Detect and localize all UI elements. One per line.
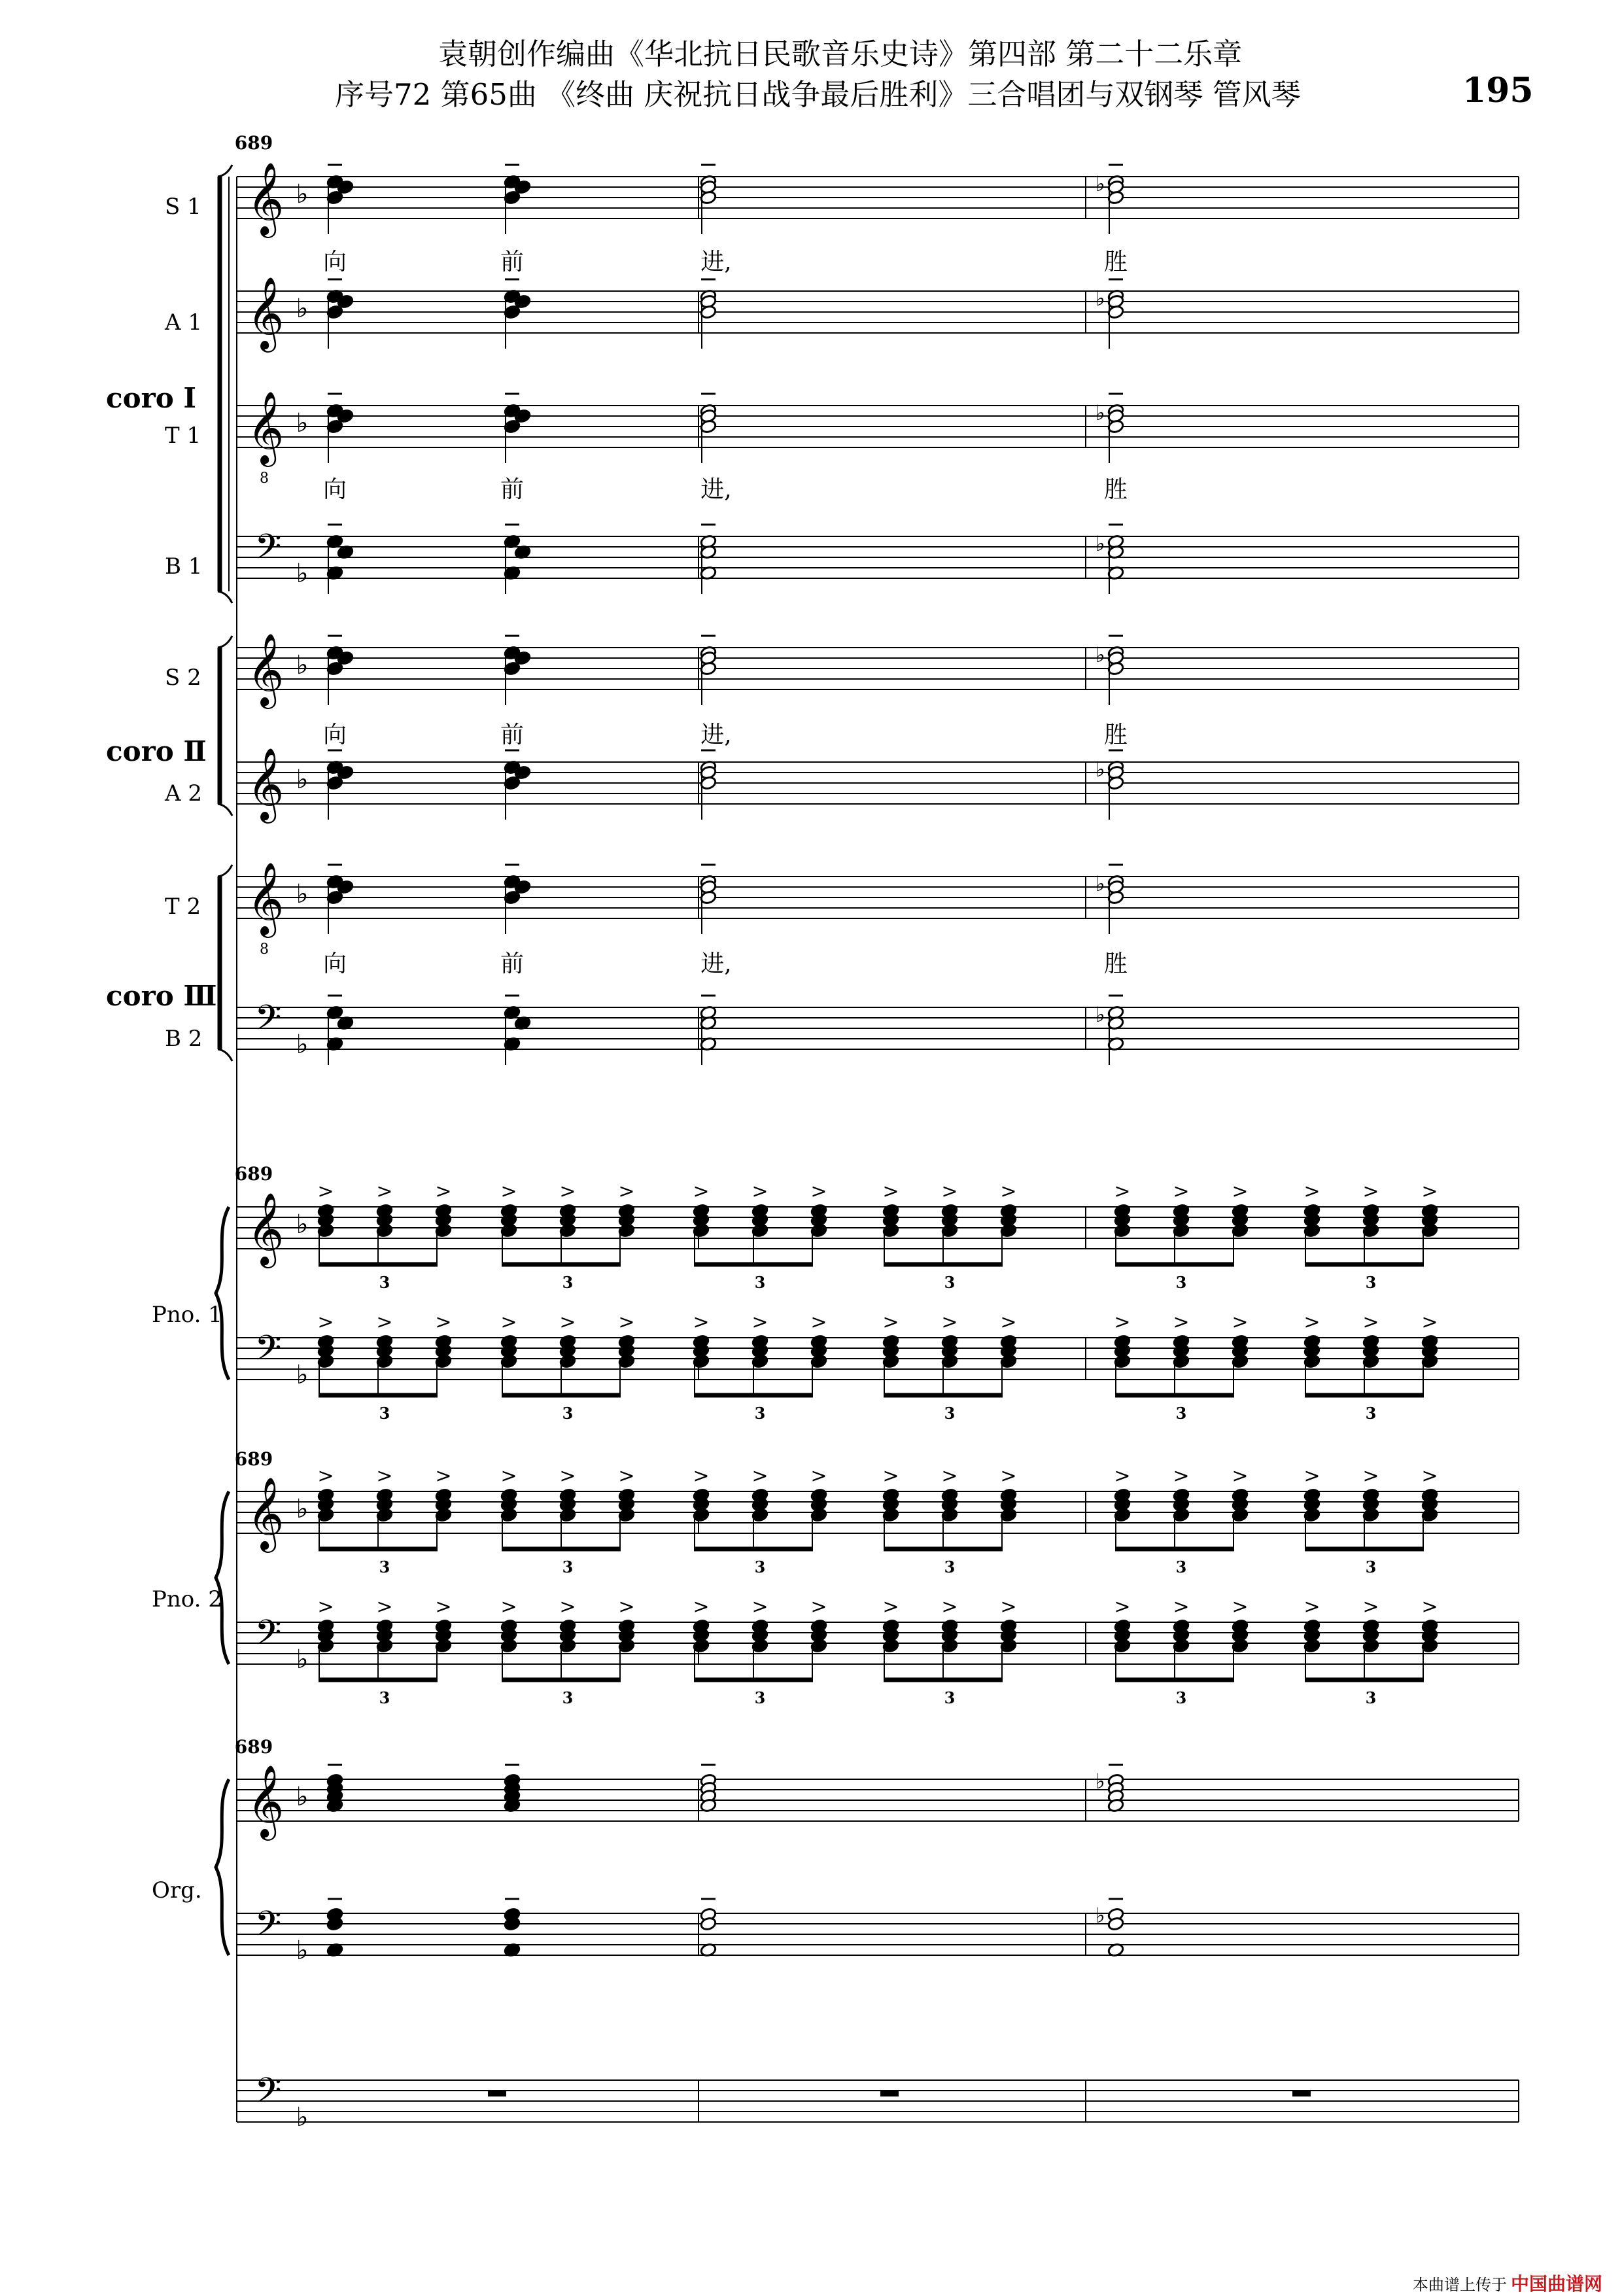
- accent-mark: >: [435, 1465, 452, 1487]
- flat-key-signature-icon: ♭: [296, 1782, 309, 1812]
- bracket-hook: [218, 804, 232, 816]
- accent-mark: >: [376, 1180, 393, 1203]
- accent-mark: >: [435, 1311, 452, 1334]
- lyric-syllable: 向: [322, 476, 347, 503]
- accent-mark: >: [1421, 1465, 1438, 1487]
- flat-key-signature-icon: ♭: [296, 1936, 309, 1966]
- flat-key-signature-icon: ♭: [296, 879, 309, 909]
- accent-mark: >: [1421, 1180, 1438, 1203]
- measure-number: 689: [234, 1736, 273, 1758]
- accent-mark: >: [810, 1311, 827, 1334]
- grand-staff-brace: [216, 1207, 229, 1380]
- accent-mark: >: [618, 1311, 635, 1334]
- accent-mark: >: [1173, 1465, 1190, 1487]
- lyric-syllable: 进,: [700, 249, 732, 275]
- lyric-syllable: 胜: [1103, 950, 1128, 977]
- treble-clef-icon: 𝄞: [247, 391, 285, 464]
- accent-mark: >: [1232, 1180, 1249, 1203]
- bass-clef-icon: 𝄢: [254, 998, 282, 1047]
- triplet-number: 3: [944, 1557, 956, 1576]
- flat-accidental-icon: ♭: [1095, 171, 1105, 196]
- accent-mark: >: [751, 1311, 768, 1334]
- triplet-number: 3: [379, 1688, 390, 1707]
- instrument-label-pno2: Pno. 2: [152, 1586, 222, 1612]
- triplet-number: 3: [944, 1273, 956, 1292]
- accent-mark: >: [693, 1311, 710, 1334]
- accent-mark: >: [1362, 1465, 1379, 1487]
- accent-mark: >: [693, 1465, 710, 1487]
- accent-mark: >: [559, 1311, 576, 1334]
- site-logo: 中国曲谱网: [1511, 2273, 1603, 2295]
- footer-credit: [1413, 2270, 1602, 2296]
- accent-mark: >: [1000, 1595, 1017, 1618]
- triplet-number: 3: [1365, 1557, 1377, 1576]
- accent-mark: >: [435, 1180, 452, 1203]
- flat-key-signature-icon: ♭: [296, 1030, 309, 1060]
- lyric-syllable: 胜: [1103, 722, 1128, 748]
- instrument-label-t2: T 2: [165, 894, 201, 920]
- instrument-label-b1: B 1: [165, 553, 203, 580]
- choir-group-2: coro Ⅱ: [106, 735, 207, 767]
- flat-key-signature-icon: ♭: [296, 294, 309, 324]
- footer-text: 本曲谱上传于: [1413, 2276, 1507, 2294]
- whole-rest: [488, 2091, 506, 2096]
- triplet-number: 3: [754, 1404, 766, 1423]
- accent-mark: >: [1000, 1465, 1017, 1487]
- lyric-syllable: 进,: [700, 476, 732, 503]
- lyric-syllable: 前: [500, 722, 525, 748]
- flat-accidental-icon: ♭: [1095, 1769, 1105, 1794]
- accent-mark: >: [1421, 1311, 1438, 1334]
- flat-key-signature-icon: ♭: [296, 1360, 309, 1390]
- accent-mark: >: [376, 1311, 393, 1334]
- accent-mark: >: [1362, 1595, 1379, 1618]
- instrument-label-b2: B 2: [165, 1026, 203, 1052]
- instrument-label-a2: A 2: [165, 780, 202, 807]
- flat-accidental-icon: ♭: [1095, 871, 1105, 896]
- accent-mark: >: [317, 1595, 334, 1618]
- measure-number: 689: [234, 132, 273, 154]
- accent-mark: >: [1232, 1595, 1249, 1618]
- triplet-number: 3: [562, 1273, 574, 1292]
- triplet-number: 3: [944, 1688, 956, 1707]
- flat-accidental-icon: ♭: [1095, 642, 1105, 667]
- accent-mark: >: [1303, 1180, 1320, 1203]
- accent-mark: >: [810, 1465, 827, 1487]
- bass-clef-icon: 𝄢: [254, 1613, 282, 1661]
- accent-mark: >: [882, 1311, 899, 1334]
- triplet-number: 3: [1175, 1688, 1187, 1707]
- whole-rest: [1292, 2091, 1311, 2096]
- triplet-number: 3: [562, 1688, 574, 1707]
- accent-mark: >: [618, 1180, 635, 1203]
- treble-clef-icon: 𝄞: [247, 747, 285, 820]
- triplet-number: 3: [754, 1557, 766, 1576]
- triplet-number: 3: [754, 1688, 766, 1707]
- lyric-syllable: 向: [322, 950, 347, 977]
- accent-mark: >: [500, 1180, 517, 1203]
- triplet-number: 3: [1365, 1688, 1377, 1707]
- accent-mark: >: [317, 1180, 334, 1203]
- accent-mark: >: [376, 1465, 393, 1487]
- accent-mark: >: [618, 1465, 635, 1487]
- measure-number: 689: [234, 1448, 273, 1470]
- accent-mark: >: [1173, 1311, 1190, 1334]
- lyric-syllable: 前: [500, 476, 525, 503]
- bracket-hook: [218, 636, 232, 648]
- flat-accidental-icon: ♭: [1095, 531, 1105, 556]
- accent-mark: >: [693, 1180, 710, 1203]
- accent-mark: >: [1362, 1180, 1379, 1203]
- accent-mark: >: [1114, 1180, 1131, 1203]
- treble-clef-icon: 𝄞: [247, 1192, 285, 1265]
- treble-clef-icon: 𝄞: [247, 1476, 285, 1550]
- triplet-number: 3: [754, 1273, 766, 1292]
- instrument-label-s2: S 2: [165, 665, 201, 691]
- choir-group-3: coro Ⅲ: [106, 980, 217, 1012]
- flat-key-signature-icon: ♭: [296, 179, 309, 209]
- accent-mark: >: [559, 1595, 576, 1618]
- lyric-syllable: 向: [322, 249, 347, 275]
- accent-mark: >: [751, 1595, 768, 1618]
- instrument-label-s1: S 1: [165, 194, 201, 220]
- flat-accidental-icon: ♭: [1095, 400, 1105, 425]
- lyric-syllable: 胜: [1103, 249, 1128, 275]
- accent-mark: >: [1114, 1311, 1131, 1334]
- choir-group-1: coro Ⅰ: [106, 382, 196, 414]
- treble-clef-icon: 𝄞: [247, 276, 285, 349]
- accent-mark: >: [810, 1595, 827, 1618]
- accent-mark: >: [1173, 1595, 1190, 1618]
- accent-mark: >: [751, 1180, 768, 1203]
- flat-accidental-icon: ♭: [1095, 757, 1105, 782]
- treble-clef-icon: 𝄞: [247, 1764, 285, 1837]
- triplet-number: 3: [944, 1404, 956, 1423]
- accent-mark: >: [618, 1595, 635, 1618]
- accent-mark: >: [500, 1465, 517, 1487]
- triplet-number: 3: [379, 1557, 390, 1576]
- accent-mark: >: [1000, 1180, 1017, 1203]
- triplet-number: 3: [1175, 1404, 1187, 1423]
- accent-mark: >: [559, 1465, 576, 1487]
- triplet-number: 3: [562, 1557, 574, 1576]
- bracket-hook: [218, 1049, 232, 1061]
- bracket-hook: [218, 165, 232, 177]
- instrument-label-org: Org.: [152, 1877, 202, 1904]
- lyric-syllable: 进,: [700, 950, 732, 977]
- accent-mark: >: [1303, 1311, 1320, 1334]
- accent-mark: >: [500, 1311, 517, 1334]
- triplet-number: 3: [1175, 1273, 1187, 1292]
- accent-mark: >: [317, 1311, 334, 1334]
- accent-mark: >: [1303, 1595, 1320, 1618]
- flat-key-signature-icon: ♭: [296, 1644, 309, 1675]
- accent-mark: >: [941, 1311, 958, 1334]
- lyric-syllable: 前: [500, 249, 525, 275]
- bass-clef-icon: 𝄢: [254, 527, 282, 576]
- accent-mark: >: [1303, 1465, 1320, 1487]
- triplet-number: 3: [379, 1404, 390, 1423]
- accent-mark: >: [941, 1595, 958, 1618]
- accent-mark: >: [376, 1595, 393, 1618]
- flat-key-signature-icon: ♭: [296, 1209, 309, 1240]
- accent-mark: >: [1232, 1465, 1249, 1487]
- treble-clef-icon: 𝄞: [247, 162, 285, 235]
- flat-accidental-icon: ♭: [1095, 1903, 1105, 1928]
- accent-mark: >: [693, 1595, 710, 1618]
- treble-clef-icon: 𝄞: [247, 861, 285, 935]
- accent-mark: >: [1421, 1595, 1438, 1618]
- accent-mark: >: [1114, 1465, 1131, 1487]
- measure-number: 689: [234, 1163, 273, 1185]
- bracket-hook: [218, 591, 232, 603]
- flat-key-signature-icon: ♭: [296, 650, 309, 680]
- triplet-number: 3: [1365, 1273, 1377, 1292]
- whole-rest: [880, 2091, 899, 2096]
- instrument-label-a1: A 1: [165, 309, 202, 336]
- lyric-syllable: 前: [500, 950, 525, 977]
- treble-clef-icon: 𝄞: [247, 633, 285, 706]
- lyric-syllable: 胜: [1103, 476, 1128, 503]
- bass-clef-icon: 𝄢: [254, 2071, 282, 2119]
- score-title-line1: 袁朝创作编曲《华北抗日民歌音乐史诗》第四部 第二十二乐章: [438, 37, 1243, 71]
- flat-key-signature-icon: ♭: [296, 408, 309, 438]
- accent-mark: >: [435, 1595, 452, 1618]
- accent-mark: >: [1362, 1311, 1379, 1334]
- accent-mark: >: [751, 1465, 768, 1487]
- accent-mark: >: [941, 1465, 958, 1487]
- flat-accidental-icon: ♭: [1095, 1002, 1105, 1027]
- flat-key-signature-icon: ♭: [296, 765, 309, 795]
- accent-mark: >: [1232, 1311, 1249, 1334]
- lyric-syllable: 向: [322, 722, 347, 748]
- accent-mark: >: [810, 1180, 827, 1203]
- grand-staff-brace: [216, 1779, 229, 1955]
- accent-mark: >: [882, 1595, 899, 1618]
- instrument-label-t1: T 1: [165, 423, 201, 449]
- flat-key-signature-icon: ♭: [296, 559, 309, 589]
- instrument-label-pno1: Pno. 1: [152, 1302, 222, 1328]
- accent-mark: >: [882, 1465, 899, 1487]
- accent-mark: >: [941, 1180, 958, 1203]
- accent-mark: >: [1114, 1595, 1131, 1618]
- triplet-number: 3: [1175, 1557, 1187, 1576]
- accent-mark: >: [1000, 1311, 1017, 1334]
- score-title-line2: 序号72 第65曲 《终曲 庆祝抗日战争最后胜利》三合唱团与双钢琴 管风琴: [335, 77, 1301, 112]
- bass-clef-icon: 𝄢: [254, 1329, 282, 1377]
- accent-mark: >: [500, 1595, 517, 1618]
- accent-mark: >: [1173, 1180, 1190, 1203]
- accent-mark: >: [317, 1465, 334, 1487]
- flat-key-signature-icon: ♭: [296, 1494, 309, 1524]
- octave-clef-marker: 8: [260, 470, 269, 487]
- bracket-hook: [218, 865, 232, 877]
- bass-clef-icon: 𝄢: [254, 1904, 282, 1953]
- lyric-syllable: 进,: [700, 722, 732, 748]
- accent-mark: >: [559, 1180, 576, 1203]
- page-number: 195: [1462, 71, 1534, 111]
- triplet-number: 3: [1365, 1404, 1377, 1423]
- triplet-number: 3: [379, 1273, 390, 1292]
- flat-accidental-icon: ♭: [1095, 286, 1105, 311]
- triplet-number: 3: [562, 1404, 574, 1423]
- flat-key-signature-icon: ♭: [296, 2102, 309, 2132]
- accent-mark: >: [882, 1180, 899, 1203]
- octave-clef-marker: 8: [260, 941, 269, 958]
- grand-staff-brace: [216, 1491, 229, 1664]
